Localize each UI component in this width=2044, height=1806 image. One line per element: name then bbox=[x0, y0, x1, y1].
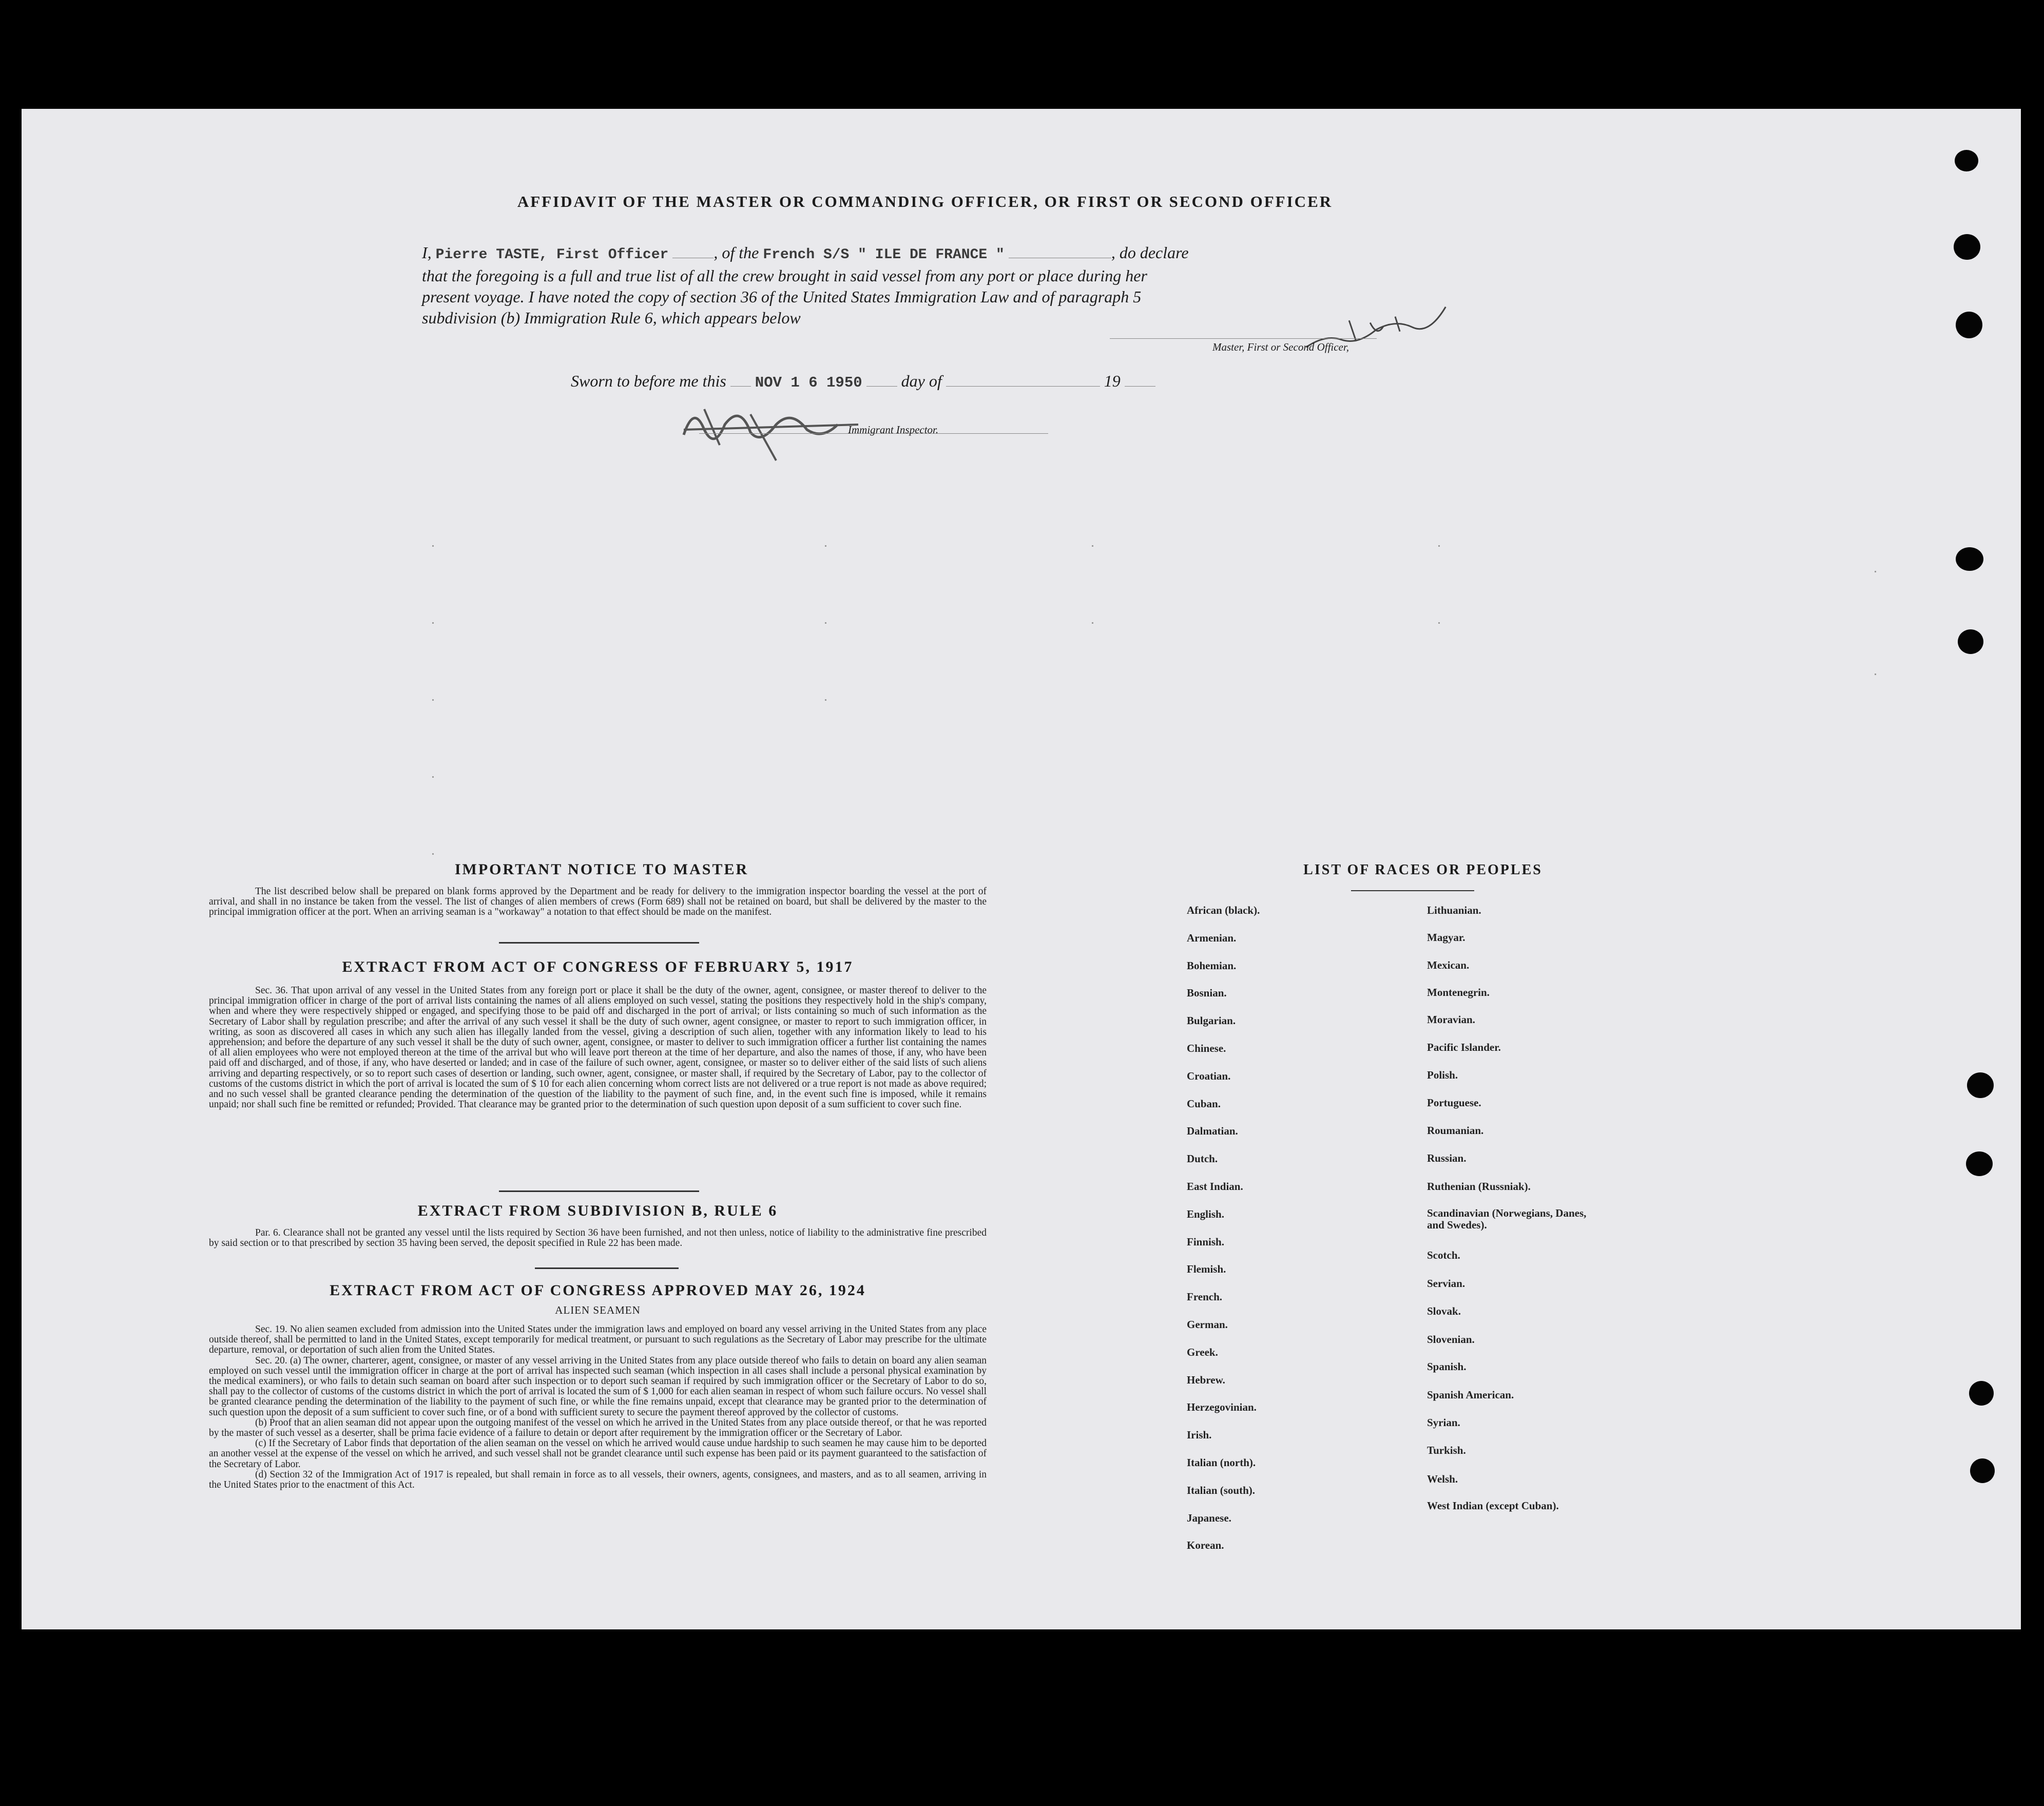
race-item: East Indian. bbox=[1187, 1180, 1243, 1193]
notice-title: IMPORTANT NOTICE TO MASTER bbox=[454, 861, 749, 878]
race-item: Hebrew. bbox=[1187, 1374, 1225, 1386]
divider bbox=[499, 1190, 699, 1192]
affidavit-of-the: , of the bbox=[714, 243, 759, 262]
affidavit-body bbox=[422, 242, 1407, 329]
affidavit-line-1 bbox=[422, 242, 1407, 265]
divider bbox=[499, 942, 699, 944]
race-item: West Indian (except Cuban). bbox=[1427, 1500, 1559, 1512]
extract-1917-title: EXTRACT FROM ACT OF CONGRESS OF FEBRUARY 5, 1917 bbox=[342, 958, 854, 975]
race-item: Pacific Islander. bbox=[1427, 1041, 1501, 1053]
race-item: Polish. bbox=[1427, 1069, 1458, 1081]
extract-1924-paragraph: (d) Section 32 of the Immigration Act of 1917 is repealed, but shall remain in force as to all vessels, their owners, agents, consignees, and masters, and as to all seamen, arriving in the United States prior to the enactment of this Act. bbox=[209, 1469, 987, 1491]
race-item: Turkish. bbox=[1427, 1444, 1466, 1456]
race-item: Flemish. bbox=[1187, 1263, 1226, 1275]
sworn-line bbox=[571, 372, 1155, 391]
race-item: Spanish American. bbox=[1427, 1389, 1514, 1401]
race-item: Slovenian. bbox=[1427, 1333, 1475, 1346]
race-item: African (black). bbox=[1187, 904, 1260, 916]
race-item: Roumanian. bbox=[1427, 1124, 1484, 1137]
affidavit-title: AFFIDAVIT OF THE MASTER OR COMMANDING OFFICER, OR FIRST OR SECOND OFFICER bbox=[517, 193, 1333, 210]
race-item: Italian (north). bbox=[1187, 1456, 1256, 1469]
punch-hole bbox=[1955, 150, 1978, 171]
race-item: Greek. bbox=[1187, 1346, 1218, 1358]
punch-hole bbox=[1956, 547, 1983, 571]
race-item: Montenegrin. bbox=[1427, 986, 1490, 998]
race-item: Portuguese. bbox=[1427, 1097, 1481, 1109]
race-item: Lithuanian. bbox=[1427, 904, 1481, 916]
extract-1924-paragraph: (c) If the Secretary of Labor finds that deportation of the alien seaman on the vessel on which he arrived would cause undue hardship to such seamen he may cause him to be deported an another vessel at the expense of the vessel on which he arrived, and such vessel shall not be grandet clearance until such expense has been paid or its payment guaranteed to the satisfaction of the Secretary of Labor. bbox=[209, 1438, 987, 1470]
sworn-prefix: Sworn to before me this bbox=[571, 372, 726, 390]
rule6-title: EXTRACT FROM SUBDIVISION B, RULE 6 bbox=[417, 1202, 778, 1219]
race-item: Welsh. bbox=[1427, 1473, 1458, 1485]
race-item: Cuban. bbox=[1187, 1098, 1221, 1110]
race-item: Russian. bbox=[1427, 1152, 1467, 1164]
race-item: Bosnian. bbox=[1187, 987, 1227, 999]
race-item: Herzegovinian. bbox=[1187, 1401, 1257, 1413]
affidavit-line-3: present voyage. I have noted the copy of section 36 of the United States Immigration Law and of paragraph 5 bbox=[422, 287, 1142, 306]
rule6-body bbox=[209, 1228, 987, 1248]
rule6-paragraph: Par. 6. Clearance shall not be granted any vessel until the lists required by Section 36 have been furnished, and not then unless, notice of liability to the administrative fine prescribed by said section or to that prescribed by section 35 having been served, the deposit specified in Rule 22 has been made. bbox=[209, 1227, 987, 1249]
sworn-year: 19 bbox=[1104, 372, 1121, 390]
affidavit-line-4: subdivision (b) Immigration Rule 6, which appears below bbox=[422, 309, 801, 327]
race-item: English. bbox=[1187, 1208, 1224, 1220]
race-item: Dalmatian. bbox=[1187, 1125, 1238, 1137]
extract-1924-paragraph: Sec. 20. (a) The owner, charterer, agent, consignee, or master of any vessel arriving in the United States from any place outside thereof who fails to detain on board any alien seaman employed on such vessel until the immigration officer in charge at the port of arrival has inspected such seaman (which inspection in all cases shall include a personal physical examination by the medical examiners), or who fails to detain such seaman on board after such inspection or to deport such seaman if required by such immigration officer or the Secretary of Labor to do so, shall pay to the collector of customs of the customs district in which the port of arrival is located the sum of $ 1,000 for each alien seaman in respect of whom such failure occurs. No vessel shall be granted clearance pending the determination of the liability to the payment of such fine, or while the fine remains unpaid, except that clearance may be granted prior to the determination of such question upon the deposit of a sum sufficient to cover such fine, or of a bond with sufficient surety to secure the payment thereof approved by the collector of customs. bbox=[209, 1355, 987, 1418]
document-sheet bbox=[22, 109, 2021, 1629]
race-item: Armenian. bbox=[1187, 932, 1237, 944]
affidavit-declare: , do declare bbox=[1111, 243, 1189, 262]
race-item: Servian. bbox=[1427, 1277, 1465, 1290]
extract-1924-body bbox=[209, 1324, 987, 1490]
affidavit-prefix: I, bbox=[422, 243, 432, 262]
race-item: Ruthenian (Russniak). bbox=[1427, 1180, 1531, 1193]
punch-hole bbox=[1954, 234, 1980, 260]
punch-hole bbox=[1967, 1072, 1994, 1098]
race-item: French. bbox=[1187, 1291, 1223, 1303]
race-item: Slovak. bbox=[1427, 1305, 1461, 1317]
race-item: Moravian. bbox=[1427, 1013, 1475, 1026]
punch-hole bbox=[1956, 312, 1982, 338]
officer-label: Master, First or Second Officer, bbox=[1212, 341, 1349, 353]
race-item: Irish. bbox=[1187, 1429, 1212, 1441]
race-item: Syrian. bbox=[1427, 1416, 1460, 1429]
notice-paragraph: The list described below shall be prepared on blank forms approved by the Department and be ready for delivery to the immigration inspector boarding the vessel at the port of arrival, and shall in no instance be taken from the vessel. The list of changes of alien members of crews (Form 689) shall not be retained on board, but shall be delivered by the master to the principal immigration officer at the port. When an arriving seaman is a "workaway" a notation to that effect should be made on the manifest. bbox=[209, 886, 987, 918]
sworn-day-of: day of bbox=[901, 372, 942, 390]
declarant-name: Pierre TASTE, First Officer bbox=[435, 247, 669, 263]
divider bbox=[535, 1267, 679, 1269]
punch-hole bbox=[1966, 1151, 1993, 1176]
races-title-underline bbox=[1351, 890, 1474, 891]
officer-signature-line bbox=[1110, 338, 1377, 339]
affidavit-line-2: that the foregoing is a full and true list of all the crew brought in said vessel from any port or place during her bbox=[422, 266, 1147, 285]
extract-1917-body bbox=[209, 986, 987, 1110]
extract-1917-paragraph: Sec. 36. That upon arrival of any vessel in the United States from any foreign port or place it shall be the duty of the owner, agent, consignee, or master thereof to deliver to the principal immigration officer in charge of the port of arrival lists containing the names of all aliens employed on such vessel, stating the positions they respectively hold in the ship's company, when and where they were respectively shipped or engaged, and specifying those to be paid off and discharged in the port of arrival; or lists containing so much of such information as the Secretary of Labor shall by regulation prescribe; and after the arrival of any such vessel it shall be the duty of such owner, agent consignee, or master to report to such immigration officer, in writing, as soon as discovered all cases in which any such alien has illegally landed from the vessel, giving a description of such alien, together with any information likely to lead to his apprehension; and before the departure of any such vessel it shall be the duty of such owner, agent, consignee, or master to deliver to such immigration officer a further list containing the names of all alien employees who were not employed thereon at the time of the arrival but who will leave port thereon at the time of her departure, and also the names of those, if any, who have been paid off and discharged, and of those, if any, who have deserted or landed; and in case of the failure of such owner, agent, consignee, or master so to deliver either of the said lists of such aliens arriving and departing respectively, or so to report such cases of desertion or landing, such owner, agent, consignee, or master shall, if required by the Secretary of Labor, pay to the collector of customs of the customs district in which the port of arrival is located the sum of $ 10 for each alien concerning whom correct lists are not delivered or a true report is not made as above required; and no such vessel shall be granted clearance pending the determination of the question of the liability to the payment of such fine, and, in the event such fine is imposed, while it remains unpaid; nor shall such fine be remitted or refunded; Provided. That clearance may be granted prior to the determination of such question upon deposit of a sum sufficient to cover such fine. bbox=[209, 985, 987, 1110]
notice-body bbox=[209, 887, 987, 918]
punch-hole bbox=[1969, 1381, 1994, 1406]
race-item: Spanish. bbox=[1427, 1360, 1467, 1373]
extract-1924-title: EXTRACT FROM ACT OF CONGRESS APPROVED MAY 26, 1924 bbox=[330, 1282, 866, 1299]
sworn-date-stamp: NOV 1 6 1950 bbox=[755, 374, 862, 391]
race-item: Finnish. bbox=[1187, 1236, 1224, 1248]
race-item: Korean. bbox=[1187, 1539, 1224, 1551]
race-item: Dutch. bbox=[1187, 1152, 1218, 1165]
extract-1924-paragraph: (b) Proof that an alien seaman did not appear upon the outgoing manifest of the vessel on which he arrived in the United States from any place outside thereof, or that he was reported by the master of such vessel as a deserter, shall be prima facie evidence of a failure to detain or deport after requirement by the immigration officer or the Secretary of Labor. bbox=[209, 1417, 987, 1439]
inspector-label: Immigrant Inspector. bbox=[848, 424, 939, 436]
punch-hole bbox=[1958, 629, 1983, 654]
race-item: Scotch. bbox=[1427, 1249, 1460, 1261]
race-item: Italian (south). bbox=[1187, 1484, 1256, 1496]
extract-1924-subtitle: ALIEN SEAMEN bbox=[555, 1304, 641, 1316]
race-item: Chinese. bbox=[1187, 1042, 1226, 1054]
race-item: Scandinavian (Norwegians, Danes, and Swedes). bbox=[1427, 1207, 1587, 1231]
races-title: LIST OF RACES OR PEOPLES bbox=[1303, 862, 1542, 878]
race-item: Bohemian. bbox=[1187, 959, 1237, 972]
vessel-name: French S/S " ILE DE FRANCE " bbox=[763, 247, 1005, 263]
extract-1924-paragraph: Sec. 19. No alien seamen excluded from admission into the United States under the immigration laws and employed on board any vessel arriving in the United States from any place outside thereof, shall be permitted to land in the United States, except temporarily for medical treatment, or pursuant to such regulations as the Secretary of Labor may prescribe for the ultimate departure, removal, or deportation of such alien from the United States. bbox=[209, 1324, 987, 1356]
race-item: Mexican. bbox=[1427, 959, 1470, 971]
race-item: Japanese. bbox=[1187, 1512, 1231, 1524]
punch-hole bbox=[1970, 1458, 1995, 1483]
race-item: Magyar. bbox=[1427, 931, 1465, 944]
race-item: German. bbox=[1187, 1318, 1228, 1331]
race-item: Bulgarian. bbox=[1187, 1014, 1236, 1027]
race-item: Croatian. bbox=[1187, 1070, 1231, 1082]
